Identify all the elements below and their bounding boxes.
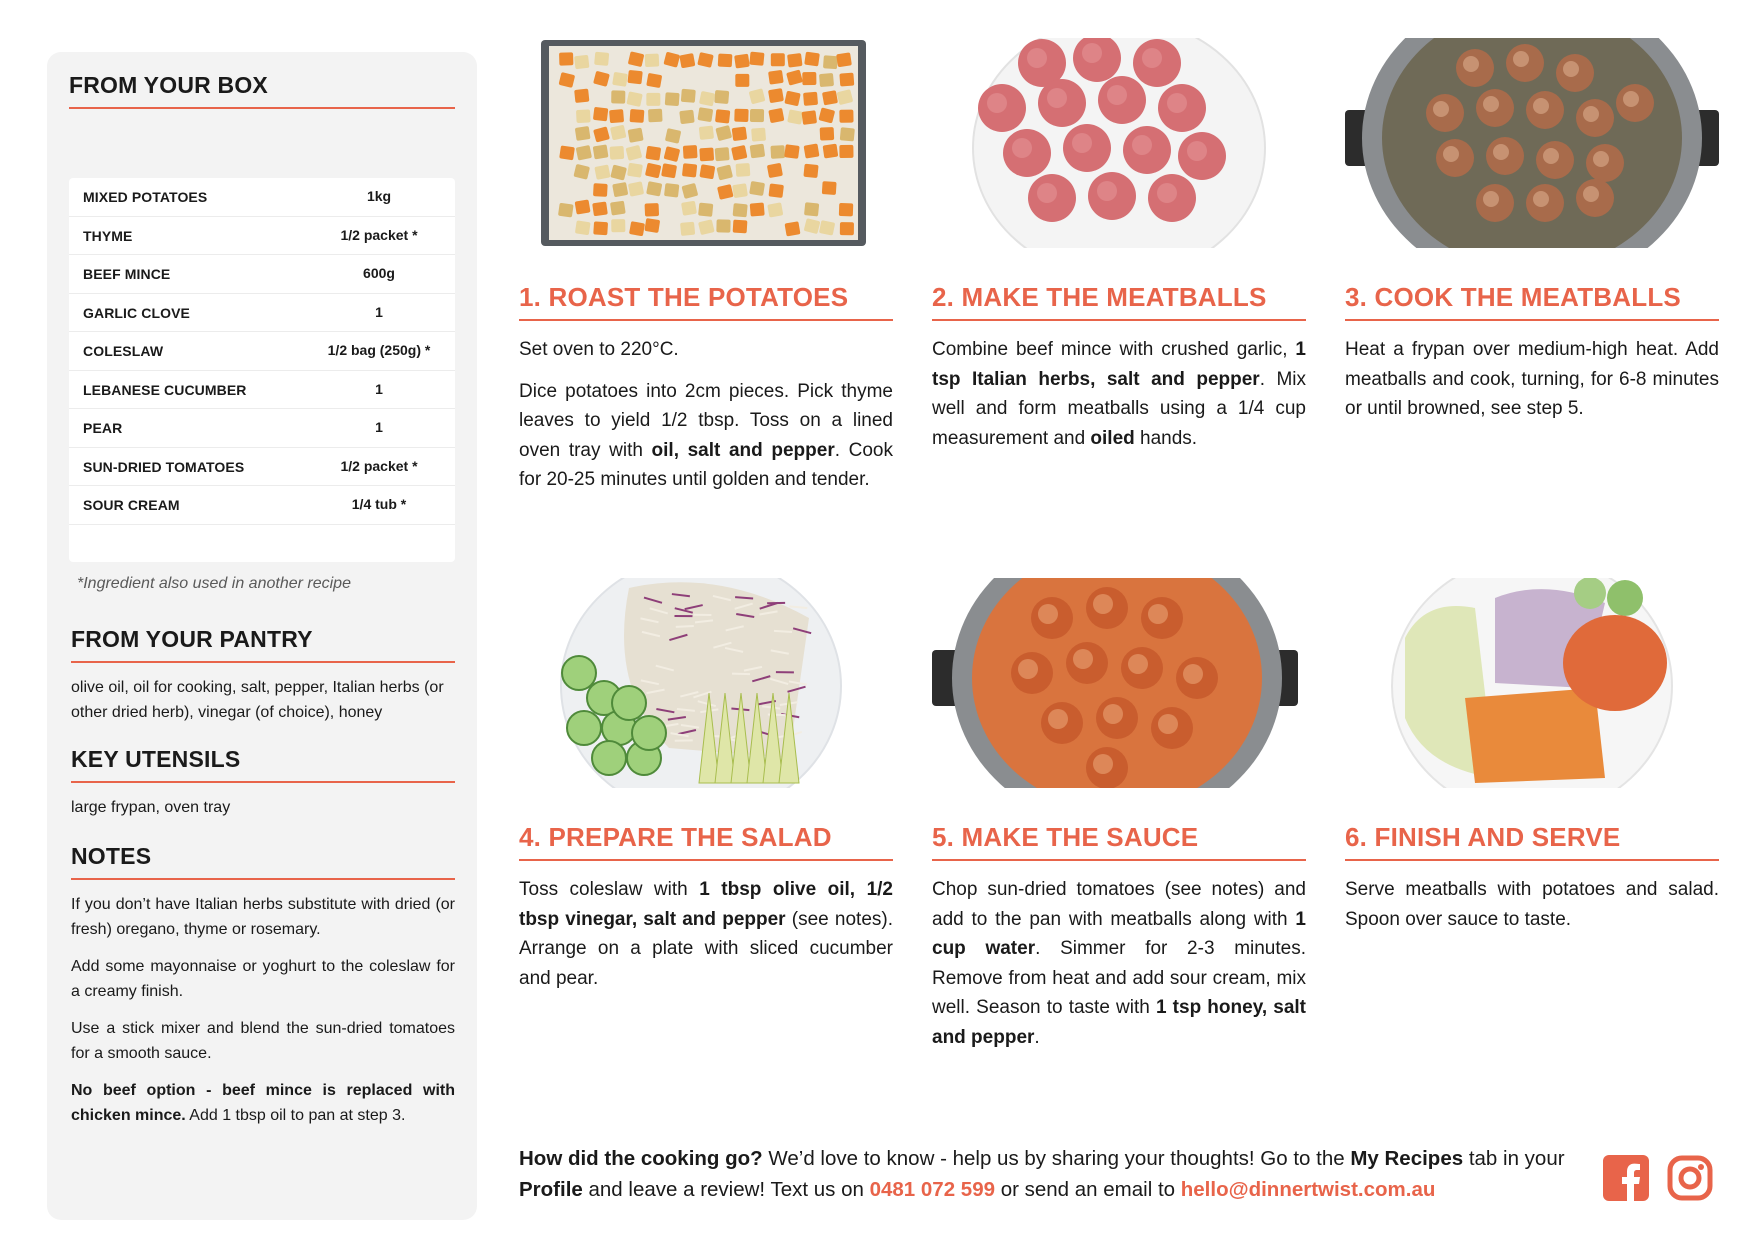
utensils-section bbox=[71, 746, 455, 820]
step-5-title: 5. MAKE THE SAUCE bbox=[932, 822, 1306, 861]
step-2 bbox=[932, 38, 1306, 465]
step-4-title: 4. PREPARE THE SALAD bbox=[519, 822, 893, 861]
ingredient-row bbox=[69, 332, 455, 371]
ingredient-name: MIXED POTATOES bbox=[83, 189, 208, 205]
ingredient-row bbox=[69, 217, 455, 256]
note-item: Use a stick mixer and blend the sun-dried tomatoes for a smooth sauce. bbox=[71, 1020, 455, 1062]
footer-text: tab in your bbox=[1463, 1147, 1565, 1170]
text-run: Dice potatoes into 2cm pieces. Pick thyme leaves to yield 1/2 tbsp. Toss on a lined oven tray with bbox=[519, 380, 893, 461]
ingredient-name: THYME bbox=[83, 227, 133, 244]
profile-link[interactable]: Profile bbox=[519, 1178, 583, 1201]
step-6 bbox=[1345, 578, 1719, 946]
instagram-icon[interactable] bbox=[1667, 1155, 1713, 1206]
step-2-body bbox=[932, 335, 1306, 453]
ingredient-qty: 1/4 tub * bbox=[351, 496, 407, 512]
my-recipes-link[interactable]: My Recipes bbox=[1350, 1147, 1464, 1170]
email-link[interactable]: hello@dinnertwist.com.au bbox=[1180, 1178, 1436, 1201]
footer-text: We’d love to know - help us by sharing your thoughts! Go to the bbox=[762, 1147, 1351, 1170]
note-no-beef-bold: No beef option - beef mince is replaced with chicken mince. bbox=[71, 1082, 455, 1124]
step-5 bbox=[932, 578, 1306, 1064]
step-4-photo bbox=[519, 578, 893, 788]
step-1-body bbox=[519, 335, 893, 495]
step-2-title: 2. MAKE THE MEATBALLS bbox=[932, 282, 1306, 321]
text-run: . bbox=[1034, 1026, 1040, 1048]
footer-text: and leave a review! Text us on bbox=[582, 1178, 870, 1201]
ingredient-name: SOUR CREAM bbox=[83, 497, 180, 513]
ingredient-row bbox=[69, 448, 455, 487]
text-run-bold: 1 tsp honey, salt and pepper bbox=[932, 997, 1307, 1048]
step-5-text bbox=[932, 875, 1306, 1052]
footer-text: or send an email to bbox=[995, 1178, 1181, 1201]
pantry-text: olive oil, oil for cooking, salt, pepper, Italian herbs (or other dried herb), vinegar (of choice), honey bbox=[71, 679, 444, 721]
footer-question: How did the cooking go? bbox=[519, 1147, 763, 1170]
pantry-heading: FROM YOUR PANTRY bbox=[71, 626, 455, 663]
text-run-bold: 1 cup water bbox=[932, 908, 1306, 959]
ingredient-name: SUN-DRIED TOMATOES bbox=[83, 458, 245, 475]
step-3-text: Heat a frypan over medium-high heat. Add meatballs and cook, turning, for 6-8 minutes or until browned, see step 5. bbox=[1345, 339, 1719, 419]
ingredient-row bbox=[69, 371, 455, 410]
step-3-title: 3. COOK THE MEATBALLS bbox=[1345, 282, 1719, 321]
step-6-title: 6. FINISH AND SERVE bbox=[1345, 822, 1719, 861]
step-4-text bbox=[519, 875, 893, 993]
step-1-text: Set oven to 220°C. bbox=[519, 339, 679, 360]
ingredient-row bbox=[69, 294, 455, 333]
ingredient-qty: 1 bbox=[375, 303, 383, 320]
pantry-section bbox=[71, 626, 455, 725]
ingredient-qty: 1kg bbox=[366, 188, 392, 204]
note-item-no-beef bbox=[71, 1078, 455, 1128]
ingredient-row bbox=[69, 255, 455, 294]
step-4-body bbox=[519, 875, 893, 993]
text-run: Chop sun-dried tomatoes (see notes) and add to the pan with meatballs along with bbox=[932, 879, 1306, 930]
ingredient-name: LEBANESE CUCUMBER bbox=[83, 381, 247, 398]
step-1-text-2 bbox=[519, 377, 893, 495]
ingredient-table bbox=[69, 178, 455, 562]
ingredient-row bbox=[69, 486, 455, 525]
from-your-box-heading: FROM YOUR BOX bbox=[69, 72, 455, 109]
step-3 bbox=[1345, 38, 1719, 436]
step-5-photo bbox=[932, 578, 1306, 788]
step-1-title: 1. ROAST THE POTATOES bbox=[519, 282, 893, 321]
phone-link[interactable]: 0481 072 599 bbox=[869, 1178, 995, 1201]
text-run-bold: oil, salt and pepper bbox=[651, 439, 835, 461]
step-2-text bbox=[932, 335, 1306, 453]
step-1-photo bbox=[519, 38, 893, 248]
step-6-body bbox=[1345, 875, 1719, 934]
text-run: (see notes). Arrange on a plate with sliced cucumber and pear. bbox=[519, 908, 893, 989]
ingredient-qty: 600g bbox=[363, 265, 395, 281]
note-item: If you don’t have Italian herbs substitute with dried (or fresh) oregano, thyme or rosemary. bbox=[71, 896, 455, 938]
ingredient-qty: 1/2 bag (250g) * bbox=[327, 342, 431, 358]
step-1 bbox=[519, 38, 893, 507]
ingredient-row bbox=[69, 409, 455, 448]
ingredient-qty: 1/2 packet * bbox=[340, 457, 418, 474]
facebook-icon[interactable] bbox=[1603, 1155, 1649, 1206]
text-run-bold: 1 tsp Italian herbs, salt and pepper bbox=[932, 339, 1306, 390]
ingredient-name: GARLIC CLOVE bbox=[83, 304, 190, 321]
ingredient-name: PEAR bbox=[83, 420, 123, 436]
step-3-photo bbox=[1345, 38, 1719, 248]
feedback-footer bbox=[519, 1143, 1579, 1205]
note-no-beef-rest: Add 1 tbsp oil to pan at step 3. bbox=[185, 1107, 406, 1124]
text-run: . Simmer for 2-3 minutes. Remove from heat and add sour cream, mix well. Season to taste with bbox=[932, 938, 1306, 1018]
ingredient-row bbox=[69, 178, 455, 217]
ingredient-footnote: *Ingredient also used in another recipe bbox=[77, 575, 351, 592]
ingredient-qty: 1/2 packet * bbox=[340, 226, 418, 243]
text-run: hands. bbox=[1134, 427, 1198, 449]
step-3-body bbox=[1345, 335, 1719, 424]
text-run: . Mix well and form meatballs using a 1/4 cup measurement and bbox=[932, 368, 1306, 449]
ingredient-qty: 1 bbox=[375, 419, 383, 435]
text-run: Toss coleslaw with bbox=[519, 879, 700, 900]
step-2-photo bbox=[932, 38, 1306, 248]
step-4 bbox=[519, 578, 893, 1005]
note-item: Add some mayonnaise or yoghurt to the coleslaw for a creamy finish. bbox=[71, 958, 455, 1000]
text-run-bold: oiled bbox=[1090, 427, 1135, 449]
ingredient-name: COLESLAW bbox=[83, 343, 164, 359]
text-run-bold: 1 tbsp olive oil, 1/2 tbsp vinegar, salt and pepper bbox=[519, 879, 893, 930]
notes-section bbox=[71, 843, 455, 1128]
text-run: . Cook for 20-25 minutes until golden and tender. bbox=[519, 439, 893, 490]
utensils-text: large frypan, oven tray bbox=[71, 799, 231, 816]
step-6-text: Serve meatballs with potatoes and salad. Spoon over sauce to taste. bbox=[1345, 879, 1719, 930]
step-6-photo bbox=[1345, 578, 1719, 788]
utensils-heading: KEY UTENSILS bbox=[71, 746, 455, 783]
text-run: Combine beef mince with crushed garlic, bbox=[932, 339, 1296, 360]
ingredient-qty: 1 bbox=[375, 380, 383, 397]
ingredient-name: BEEF MINCE bbox=[83, 266, 171, 282]
sidebar-panel bbox=[47, 52, 477, 1220]
notes-heading: NOTES bbox=[71, 843, 455, 880]
step-5-body bbox=[932, 875, 1306, 1052]
